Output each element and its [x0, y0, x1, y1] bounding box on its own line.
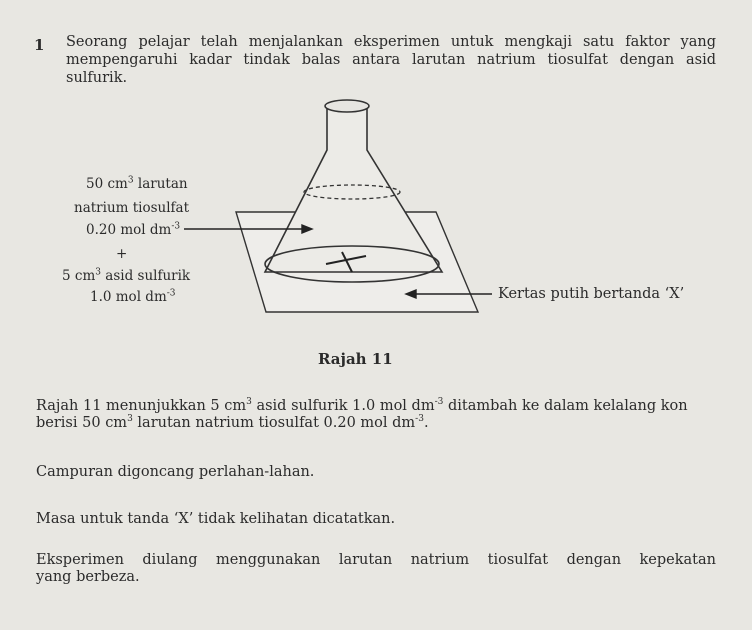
p4-line-2: yang berbeza.	[36, 569, 140, 585]
thio-word: larutan	[137, 176, 188, 192]
p1-e-exp: -3	[415, 414, 424, 425]
acid-conc	[90, 287, 176, 307]
p1-unit-exp: 3	[246, 397, 252, 408]
flask-mouth	[325, 100, 369, 112]
p1-c: ditambah ke dalam kelalang kon	[447, 398, 688, 414]
acid-conc-exp: -3	[166, 288, 176, 299]
question-intro	[66, 33, 716, 87]
thio-conc-text: 0.20 mol dm	[86, 222, 172, 238]
acid-name: asid sulfurik	[105, 268, 191, 284]
acid-unit: cm	[74, 268, 96, 284]
thiosulfate-conc	[86, 220, 180, 240]
paragraph-1	[36, 398, 716, 432]
p4-line-1: Eksperimen diulang menggunakan larutan natrium tiosulfat dengan kepekatan	[36, 552, 716, 568]
p1-f: .	[423, 415, 429, 431]
p1-a: Rajah 11 menunjukkan 5	[36, 398, 220, 414]
thio-unit: cm	[107, 176, 128, 192]
thio-volume: 50	[86, 176, 104, 192]
figure-caption: Rajah 11	[318, 350, 393, 368]
acid-conc-text: 1.0 mol dm	[90, 289, 167, 305]
thio-conc-exp: -3	[171, 221, 181, 232]
p1-e: larutan natrium tiosulfat 0.20 mol dm	[137, 415, 416, 431]
paragraph-3: Masa untuk tanda ‘X’ tidak kelihatan dicatatkan.	[36, 511, 396, 527]
paper-label: Kertas putih bertanda ‘X’	[498, 286, 685, 302]
thio-unit-exp: 3	[127, 175, 134, 186]
question-number: 1	[34, 36, 45, 54]
intro-line-1: Seorang pelajar telah menjalankan eksperimen untuk mengkaji satu faktor yang	[66, 34, 716, 50]
paragraph-2: Campuran digoncang perlahan-lahan.	[36, 464, 315, 480]
p1-d: berisi 50	[36, 415, 101, 431]
acid-label-line1	[62, 266, 190, 286]
acid-volume: 5	[62, 268, 71, 284]
p1-b-exp: -3	[434, 397, 444, 408]
plus-sign: +	[116, 246, 128, 262]
p1-unit: cm	[224, 398, 247, 414]
p1-d-unit: cm	[105, 415, 128, 431]
intro-line-2: mempengaruhi kadar tindak balas antara larutan natrium tiosulfat dengan asid sulfurik.	[66, 52, 716, 86]
p1-d-unit-exp: 3	[127, 414, 133, 425]
acid-unit-exp: 3	[95, 267, 101, 278]
thiosulfate-name: natrium tiosulfat	[74, 200, 190, 216]
conical-flask	[265, 108, 442, 272]
paragraph-4	[36, 552, 716, 586]
thiosulfate-label-line1	[86, 174, 188, 194]
p1-b: asid sulfurik 1.0 mol dm	[256, 398, 435, 414]
